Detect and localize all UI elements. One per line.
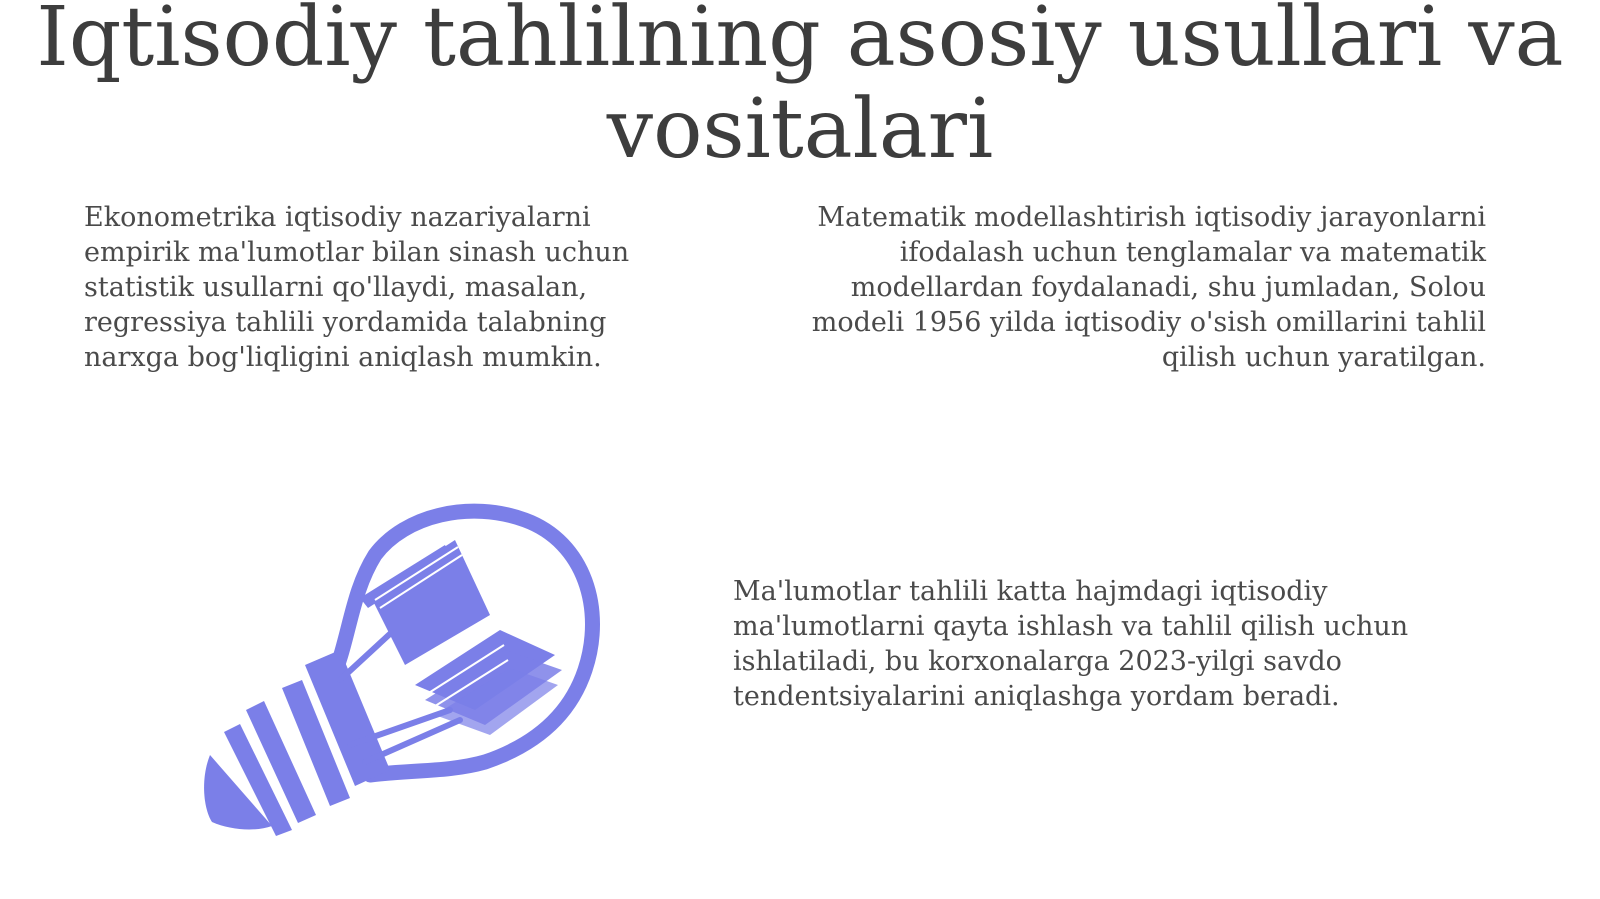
lightbulb-book-icon (200, 500, 620, 850)
modeling-paragraph: Matematik modellashtirish iqtisodiy jarayonlarni ifodalash uchun tenglamalar va matematik modellardan foydalanadi, shu jumladan, Solou modeli 1956 yilda iqtisodiy o'sish omillarini tahlil qilish uchun yaratilgan. (811, 202, 1486, 373)
econometrics-paragraph: Ekonometrika iqtisodiy nazariyalarni empirik ma'lumotlar bilan sinash uchun statistik usullarni qo'llaydi, masalan, regressiya tahlili yordamida talabning narxga bog'liqligini aniqlash mumkin. (84, 202, 630, 373)
data-analysis-paragraph: Ma'lumotlar tahlili katta hajmdagi iqtisodiy ma'lumotlarni qayta ishlash va tahlil qilish uchun ishlatiladi, bu korxonalarga 2023-yilgi savdo tendentsiyalarini aniqlashga yordam beradi. (733, 576, 1409, 712)
slide-title: Iqtisodiy tahlilning asosiy usullari va vositalari (36, 0, 1564, 177)
